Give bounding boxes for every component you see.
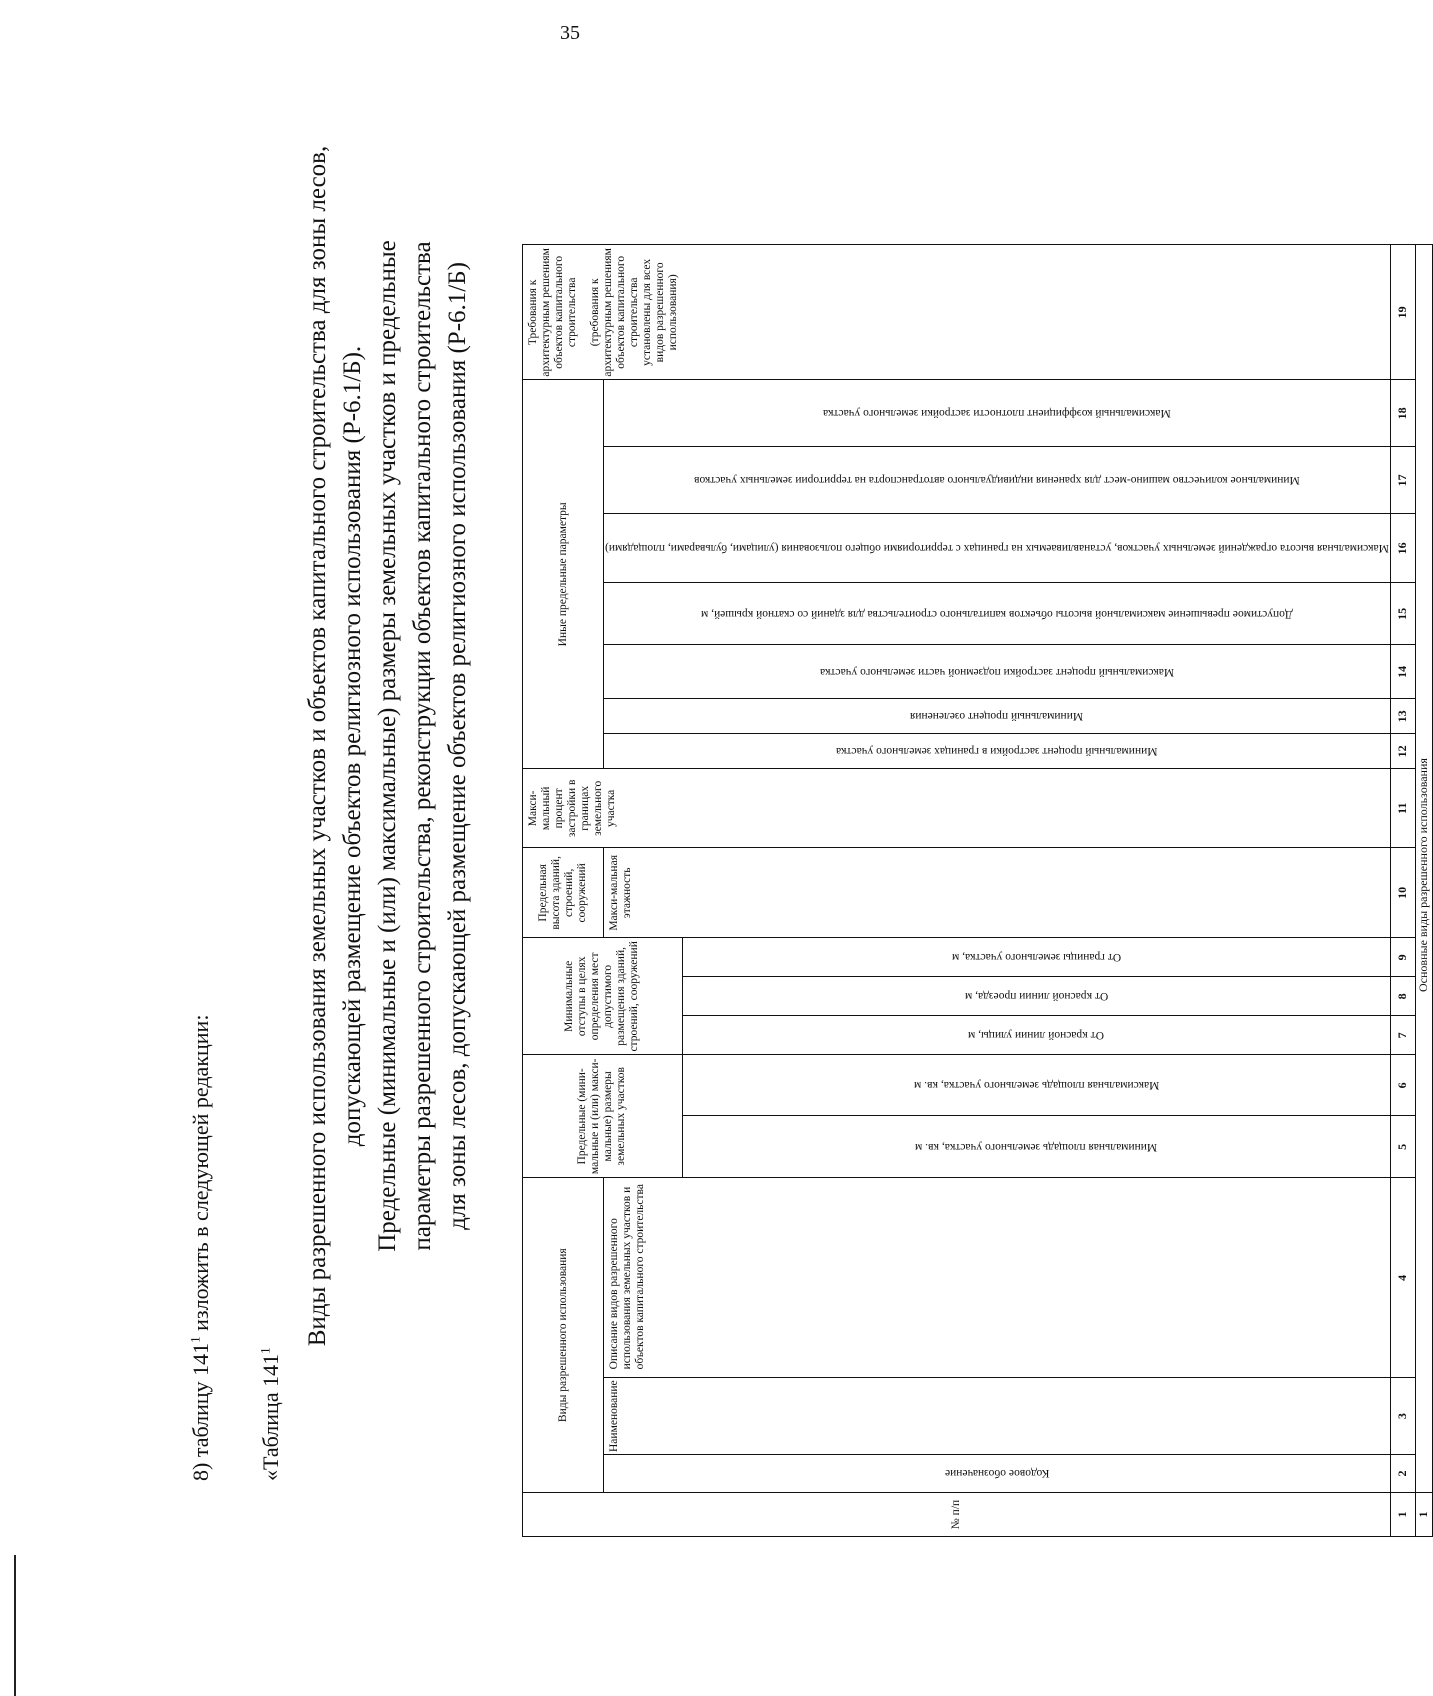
col-num: 5 <box>1390 1116 1415 1178</box>
header-description: Описание видов разрешенного использования земельных участков и объектов капитального строительства <box>604 1178 1391 1378</box>
section-row <box>1415 245 1432 1537</box>
section-row-number: 1 <box>1415 1493 1432 1537</box>
header-other-group: Иные предельные параметры <box>523 380 604 769</box>
header-setbacks-group: Минимальные отступы в целях определения мест допустимого размещения зданий, строений, сооружений <box>523 938 683 1055</box>
table-caption: «Таблица $141^1$ <box>257 1347 283 1481</box>
header-setback-border: От границы земельного участка, м <box>682 938 1390 977</box>
col-num: 17 <box>1390 447 1415 514</box>
col-num: 4 <box>1390 1178 1415 1378</box>
col-num: 13 <box>1390 699 1415 734</box>
header-np: № п/п <box>523 1493 1391 1537</box>
header-name: Наименование <box>604 1378 1391 1455</box>
header-min-area: Минимальная площадь земельного участка, кв. м <box>682 1116 1390 1178</box>
col-num: 16 <box>1390 514 1415 583</box>
col-num: 3 <box>1390 1378 1415 1455</box>
header-max-floors: Макси-мальная этажность <box>604 848 1391 938</box>
regulations-table <box>522 244 1433 1537</box>
section-label: Основные виды разрешенного использования <box>1415 245 1432 1493</box>
header-arch <box>523 245 1391 380</box>
header-p13: Минимальный процент озеленения <box>604 699 1391 734</box>
header-max-build: Макси-мальный процент застройки в границах земельного участка <box>523 769 1391 848</box>
header-sizes-group: Предельные (мини-мальные и (или) макси-мальные) размеры земельных участков <box>523 1055 683 1178</box>
arch-title: Требования к архитектурным решениям объектов капитального строительства <box>527 248 578 377</box>
col-num: 2 <box>1390 1455 1415 1493</box>
col-num: 10 <box>1390 848 1415 938</box>
heading-line-1: Виды разрешенного использования земельных участков и объектов капитального строительства для зоны лесов, <box>304 145 331 1347</box>
arch-note: (требования к архитектурным решениям объектов капитального строительства установлены для всех видов разрешенного использования) <box>589 248 679 377</box>
header-p18: Максимальный коэффициент плотности застройки земельного участка <box>604 380 1391 447</box>
heading-line-2: допускающей размещение объектов религиозного использования (Р-6.1/Б). <box>339 345 366 1147</box>
col-num: 9 <box>1390 938 1415 977</box>
header-p15: Допустимое превышение максимальной высоты объектов капитального строительства для зданий со скатной крышей, м <box>604 583 1391 645</box>
table-heading <box>300 0 475 1496</box>
col-num: 18 <box>1390 380 1415 447</box>
header-height: Предельная высота зданий, строений, сооружений <box>523 848 604 938</box>
header-p17: Минимальное количество машино-мест для хранения индивидуального автотранспорта на территории земельных участков <box>604 447 1391 514</box>
page-number: 35 <box>560 22 580 44</box>
col-num: 11 <box>1390 769 1415 848</box>
header-vri-group: Виды разрешенного использования <box>523 1178 604 1493</box>
header-p12: Минимальный процент застройки в границах земельного участка <box>604 734 1391 769</box>
heading-line-4: параметры разрешенного строительства, реконструкции объектов капитального строительства <box>409 241 436 1251</box>
header-setback-street: От красной линии улицы, м <box>682 1016 1390 1055</box>
col-num: 12 <box>1390 734 1415 769</box>
col-num: 1 <box>1390 1493 1415 1537</box>
heading-line-5: для зоны лесов, допускающей размещение объектов религиозного использования (Р-6.1/Б) <box>444 262 471 1230</box>
col-num: 7 <box>1390 1016 1415 1055</box>
col-num: 19 <box>1390 245 1415 380</box>
header-max-area: Максимальная площадь земельного участка, кв. м <box>682 1055 1390 1116</box>
header-p16: Максимальная высота ограждений земельных участков, устанавливаемых на границах с территориями общего пользования (улицами, бульварами, площадями) <box>604 514 1391 583</box>
col-num: 15 <box>1390 583 1415 645</box>
header-setback-drive: От красной линии проезда, м <box>682 977 1390 1016</box>
heading-line-3: Предельные (минимальные и (или) максимальные) размеры земельных участков и предельные <box>374 240 401 1252</box>
col-num: 14 <box>1390 645 1415 699</box>
intro-text: 8) таблицу $141^1$ изложить в следующей редакции: <box>187 1014 213 1481</box>
col-num: 8 <box>1390 977 1415 1016</box>
col-num: 6 <box>1390 1055 1415 1116</box>
column-numbers-row <box>1390 245 1415 1537</box>
header-code: Кодовое обозначение <box>604 1455 1391 1493</box>
header-p14: Максимальный процент застройки подземной части земельного участка <box>604 645 1391 699</box>
